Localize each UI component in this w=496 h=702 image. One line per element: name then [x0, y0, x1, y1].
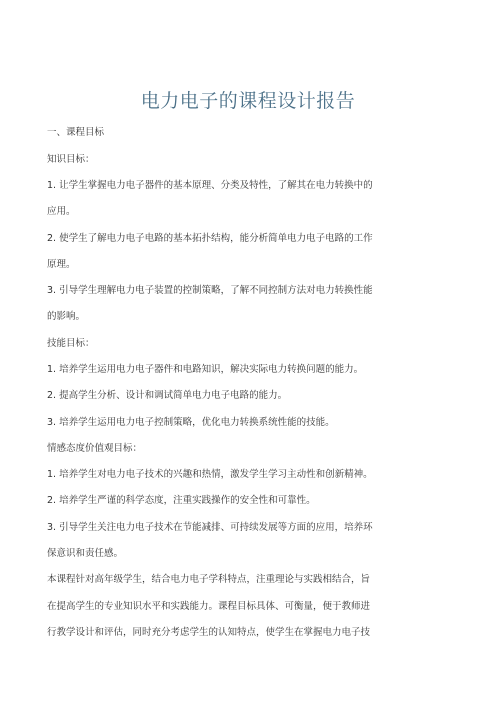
text-line: 3. 培养学生运用电力电子控制策略，优化电力转换系统性能的技能。 [47, 417, 335, 428]
subheading-skill-goals: 技能目标： [47, 338, 95, 349]
text-line: 2. 提高学生分析、设计和调试简单电力电子电路的能力。 [47, 390, 288, 401]
subheading-attitude-goals: 情感态度价值观目标： [47, 443, 143, 454]
subheading-knowledge-goals: 知识目标： [47, 154, 95, 165]
text-line: 应用。 [47, 206, 76, 217]
section-heading-course-goals: 一、课程目标 [47, 127, 105, 138]
text-line: 1. 让学生掌握电力电子器件的基本原理、分类及特性，了解其在电力转换中的 [47, 180, 373, 191]
text-line: 3. 引导学生理解电力电子装置的控制策略，了解不同控制方法对电力转换性能 [47, 285, 373, 296]
text-line: 的影响。 [47, 311, 86, 322]
text-line: 3. 引导学生关注电力电子技术在节能减排、可持续发展等方面的应用，培养环 [47, 522, 373, 533]
text-line: 1. 培养学生对电力电子技术的兴趣和热情，激发学生学习主动性和创新精神。 [47, 469, 373, 480]
document-title: 电力电子的课程设计报告 [140, 90, 356, 112]
text-line: 在提高学生的专业知识水平和实践能力。课程目标具体、可衡量，便于教师进 [47, 601, 371, 612]
text-line: 2. 使学生了解电力电子电路的基本拓扑结构，能分析简单电力电子电路的工作 [47, 233, 373, 244]
text-line: 行教学设计和评估，同时充分考虑学生的认知特点，使学生在掌握电力电子技 [47, 627, 371, 638]
text-line: 2. 培养学生严谨的科学态度，注重实践操作的安全性和可靠性。 [47, 495, 316, 506]
text-line: 原理。 [47, 259, 76, 270]
text-line: 保意识和责任感。 [47, 548, 124, 559]
text-line: 1. 培养学生运用电力电子器件和电路知识，解决实际电力转换问题的能力。 [47, 364, 364, 375]
text-line: 本课程针对高年级学生，结合电力电子学科特点，注重理论与实践相结合，旨 [47, 574, 371, 585]
